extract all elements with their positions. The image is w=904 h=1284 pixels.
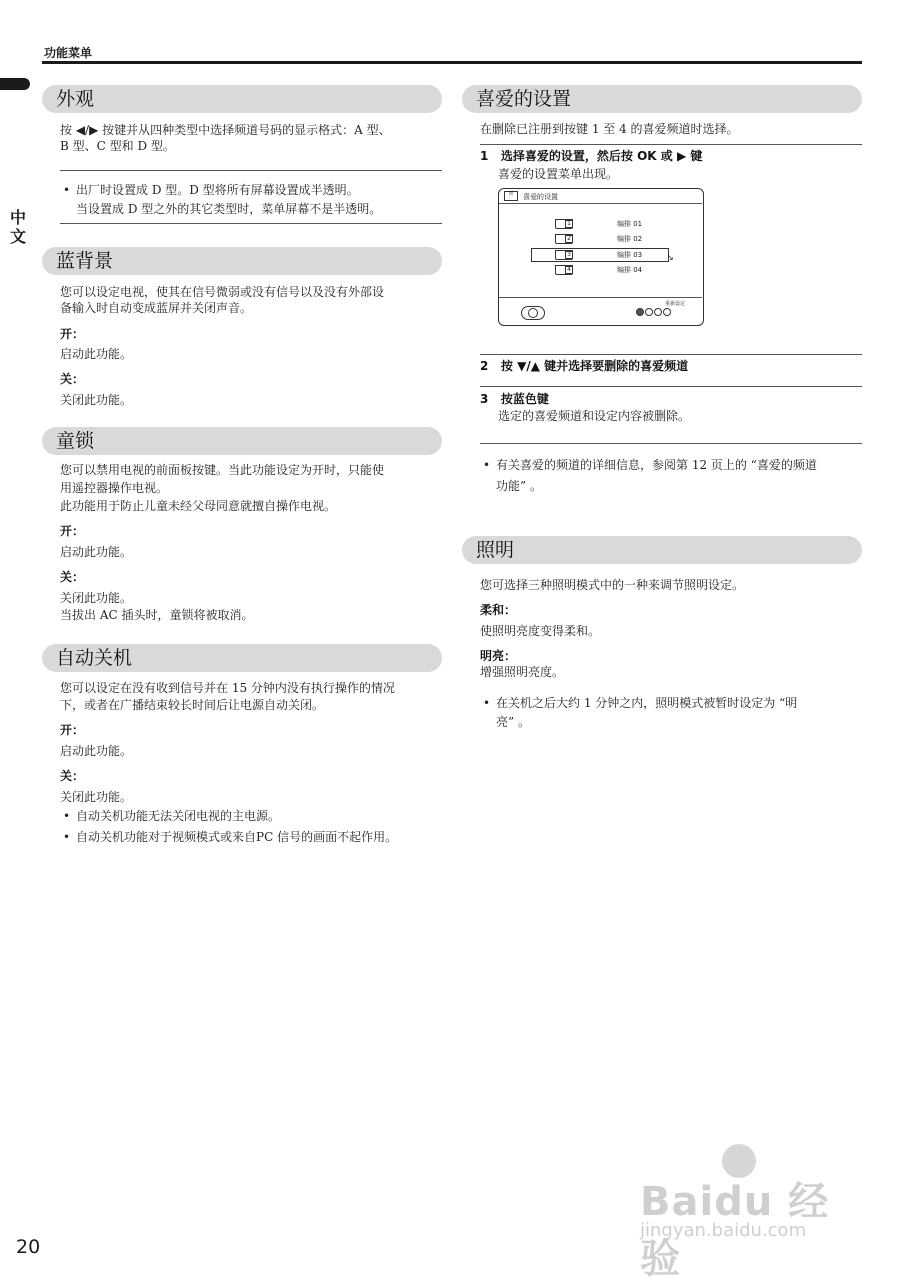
page-number: 20 [16,1236,41,1258]
step-number: 1 [480,149,489,163]
lighting-soft-label: 柔和： [480,603,517,617]
divider [60,170,442,171]
blue-background-off-label: 关： [60,372,85,386]
blue-background-on-text: 启动此功能。 [60,347,133,361]
channel-number: 1 [565,220,573,228]
cursor-icon: ↘ [667,253,674,262]
auto-off-on-text: 启动此功能。 [60,744,133,758]
favorites-step-1-text: 喜爱的设置菜单出现。 [498,167,619,181]
divider [480,386,862,387]
child-lock-on-text: 启动此功能。 [60,545,133,559]
screen-divider [499,297,702,298]
divider [480,443,862,444]
side-tab-marker [0,78,30,90]
appearance-body-line-2: B 型、C 型和 D 型。 [60,139,175,153]
screen-title: 喜爱的设置 [523,193,558,201]
ok-button-icon [528,308,538,318]
divider [60,223,442,224]
reset-hint: 重新设定 [665,301,686,307]
baidu-watermark [640,1150,860,1282]
auto-off-body-line-1: 您可以设定在没有收到信号并在 15 分钟内没有执行操作的情况 [60,681,395,695]
favorites-note-line-1: • 有关喜爱的频道的详细信息，参阅第 12 页上的 “喜爱的频道 [496,458,817,472]
channel-label: 编排 03 [617,251,643,259]
channel-label: 编排 04 [617,266,643,274]
child-lock-on-label: 开： [60,524,85,538]
blue-background-off-text: 关闭此功能。 [60,393,133,407]
language-tab-label: 中文 [9,208,26,246]
step-number: 2 [480,359,489,373]
favorites-menu-icon: 喜 [504,191,518,201]
watermark-brand: Baidu 经验 [640,1179,830,1282]
blue-background-body-line-2: 备输入时自动变成蓝屏并关闭声音。 [60,301,253,315]
page-header-title: 功能菜单 [44,46,93,60]
favorites-heading: 喜爱的设置 [462,85,862,113]
color-key-icon [636,308,644,316]
header-rule [42,61,862,64]
lighting-soft-text: 使照明亮度变得柔和。 [480,624,601,638]
color-key-icon [645,308,653,316]
color-key-icon [654,308,662,316]
color-key-icon [663,308,671,316]
auto-off-on-label: 开： [60,723,85,737]
favorites-step-3-text: 选定的喜爱频道和设定内容被删除。 [498,409,691,423]
channel-number: 4 [565,266,573,274]
step-title: 按蓝色键 [500,392,549,406]
step-number: 3 [480,392,489,406]
favorites-step-2-title [480,358,688,374]
child-lock-body-line-1: 您可以禁用电视的前面板按键。当此功能设定为开时，只能使 [60,463,385,477]
auto-off-body-line-2: 下，或者在广播结束较长时间后让电源自动关闭。 [60,698,325,712]
appearance-note-line-2: 当设置成 D 型之外的其它类型时，菜单屏幕不是半透明。 [76,202,382,216]
child-lock-off-text-line-2: 当拔出 AC 插头时，童锁将被取消。 [60,608,254,622]
child-lock-off-label: 关： [60,570,85,584]
selection-highlight [531,248,669,262]
favorites-step-3-title [480,391,549,407]
divider [480,354,862,355]
blue-background-body-line-1: 您可以设定电视，使其在信号微弱或没有信号以及没有外部设 [60,285,385,299]
favorites-menu-screen [498,188,704,326]
auto-off-off-text: 关闭此功能。 [60,790,133,804]
auto-off-note-1: • 自动关机功能无法关闭电视的主电源。 [60,807,442,826]
favorites-intro: 在删除已注册到按键 1 至 4 的喜爱频道时选择。 [480,122,739,136]
divider [480,144,862,145]
appearance-heading: 外观 [42,85,442,113]
channel-number: 2 [565,235,573,243]
channel-label: 编排 01 [617,220,643,228]
child-lock-off-text-line-1: 关闭此功能。 [60,591,133,605]
auto-off-heading: 自动关机 [42,644,442,672]
appearance-body-line-1: 按 ◀/▶ 按键并从四种类型中选择频道号码的显示格式：A 型、 [60,123,391,137]
appearance-note [60,181,442,219]
lighting-intro: 您可选择三种照明模式中的一种来调节照明设定。 [480,578,745,592]
lighting-bright-label: 明亮： [480,649,517,663]
lighting-note-line-1: • 在关机之后大约 1 分钟之内，照明模式被暂时设定为 “明 [496,696,798,710]
auto-off-off-label: 关： [60,769,85,783]
step-title: 选择喜爱的设置，然后按 OK 或 ▶ 键 [500,149,703,163]
lighting-bright-text: 增强照明亮度。 [480,665,565,679]
channel-number: 3 [565,251,573,259]
watermark-url: jingyan.baidu.com [640,1220,807,1241]
auto-off-note-2: • 自动关机功能对于视频模式或来自PC 信号的画面不起作用。 [60,828,450,847]
blue-background-heading: 蓝背景 [42,247,442,275]
favorites-note-line-2: 功能” 。 [496,479,542,493]
channel-label: 编排 02 [617,235,643,243]
favorites-note [480,455,864,497]
appearance-note-line-1: • 出厂时设置成 D 型。D 型将所有屏幕设置成半透明。 [76,183,359,197]
child-lock-body-line-3: 此功能用于防止儿童未经父母同意就擅自操作电视。 [60,499,337,513]
screen-divider [499,203,702,204]
child-lock-heading: 童锁 [42,427,442,455]
lighting-heading: 照明 [462,536,862,564]
favorites-step-1-title [480,148,702,164]
lighting-note [480,694,864,732]
step-title: 按 ▼/▲ 键并选择要删除的喜爱频道 [500,359,689,373]
blue-background-on-label: 开： [60,327,85,341]
child-lock-body-line-2: 用遥控器操作电视。 [60,481,169,495]
lighting-note-line-2: 亮” 。 [496,715,530,729]
